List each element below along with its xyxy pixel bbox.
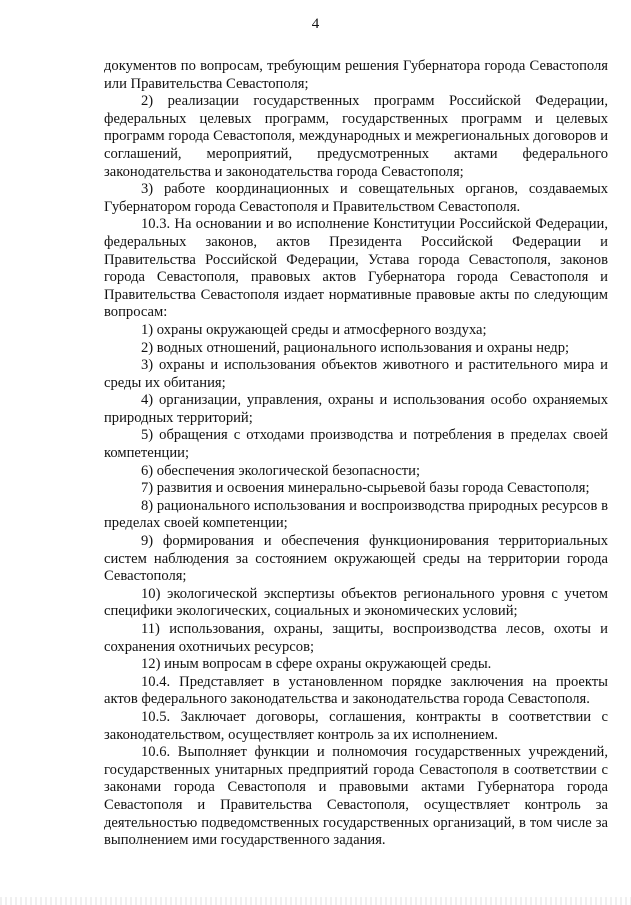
list-item-2-programs: 2) реализации государственных программ Российской Федерации, федеральных целевых программ, государственных программ и целевых программ города Севастополя, международных и межрегиональных договоров и соглашений, мероприятий, предусмотренных актами федерального законодательства и законодательства города Севастополя; <box>104 93 608 180</box>
list-item-7-mineral-base: 7) развития и освоения минерально-сырьевой базы города Севастополя; <box>141 480 590 497</box>
list-item-2-water: 2) водных отношений, рационального использования и охраны недр; <box>141 339 570 356</box>
list-item-4-protected-areas: 4) организации, управления, охраны и использования особо охраняемых природных территорий; <box>104 392 608 426</box>
list-item-3-fauna-flora: 3) охраны и использования объектов животного и растительного мира и среды их обитания; <box>104 357 608 391</box>
list-item-8-natural-resources: 8) рационального использования и воспроизводства природных ресурсов в пределах своей компетенции; <box>104 497 608 532</box>
list-item-1-environment: 1) охраны окружающей среды и атмосферного воздуха; <box>141 321 487 338</box>
list-item-6-ecological-safety: 6) обеспечения экологической безопасности; <box>141 462 421 479</box>
document-body <box>104 58 608 850</box>
section-10-4: 10.4. Представляет в установленном порядке заключения на проекты актов федерального законодательства и законодательства города Севастополя. <box>104 673 608 708</box>
list-item-10-expertise: 10) экологической экспертизы объектов регионального уровня с учетом специфики экологических, социальных и экономических условий; <box>104 585 608 620</box>
scan-edge-artifact <box>0 897 631 905</box>
list-item-12-other: 12) иным вопросам в сфере охраны окружающей среды. <box>141 656 492 673</box>
list-item-3-coordination-bodies: 3) работе координационных и совещательных органов, создаваемых Губернатором города Севастополя и Правительством Севастополя. <box>104 181 608 215</box>
page-number: 4 <box>311 16 320 32</box>
section-10-3: 10.3. На основании и во исполнение Конституции Российской Федерации, федеральных законов, актов Президента Российской Федерации и Правительства Российской Федерации, Устава города Севастополя, законов города Севастополя, правовых актов Губернатора города Севастополя и Правительства Севастополя издает нормативные правовые акты по следующим вопросам: <box>104 216 608 321</box>
paragraph-continuation: документов по вопросам, требующим решения Губернатора города Севастополя или Правительства Севастополя; <box>104 58 608 92</box>
section-10-6: 10.6. Выполняет функции и полномочия государственных учреждений, государственных унитарных предприятий города Севастополя в соответствии с законами города Севастополя и правовыми актами Губернатора города Севастополя и Правительства Севастополя, осуществляет контроль за деятельностью подведомственных государственных организаций, в том числе за выполнением ими государственного задания. <box>104 744 608 849</box>
list-item-11-forests-hunting: 11) использования, охраны, защиты, воспроизводства лесов, охоты и сохранения охотничьих ресурсов; <box>104 621 608 655</box>
section-10-5: 10.5. Заключает договоры, соглашения, контракты в соответствии с законодательством, осуществляет контроль за их исполнением. <box>104 708 608 743</box>
list-item-5-waste: 5) обращения с отходами производства и потребления в пределах своей компетенции; <box>104 427 608 462</box>
list-item-9-monitoring: 9) формирования и обеспечения функционирования территориальных систем наблюдения за состоянием окружающей среды на территории города Севастополя; <box>104 533 608 585</box>
